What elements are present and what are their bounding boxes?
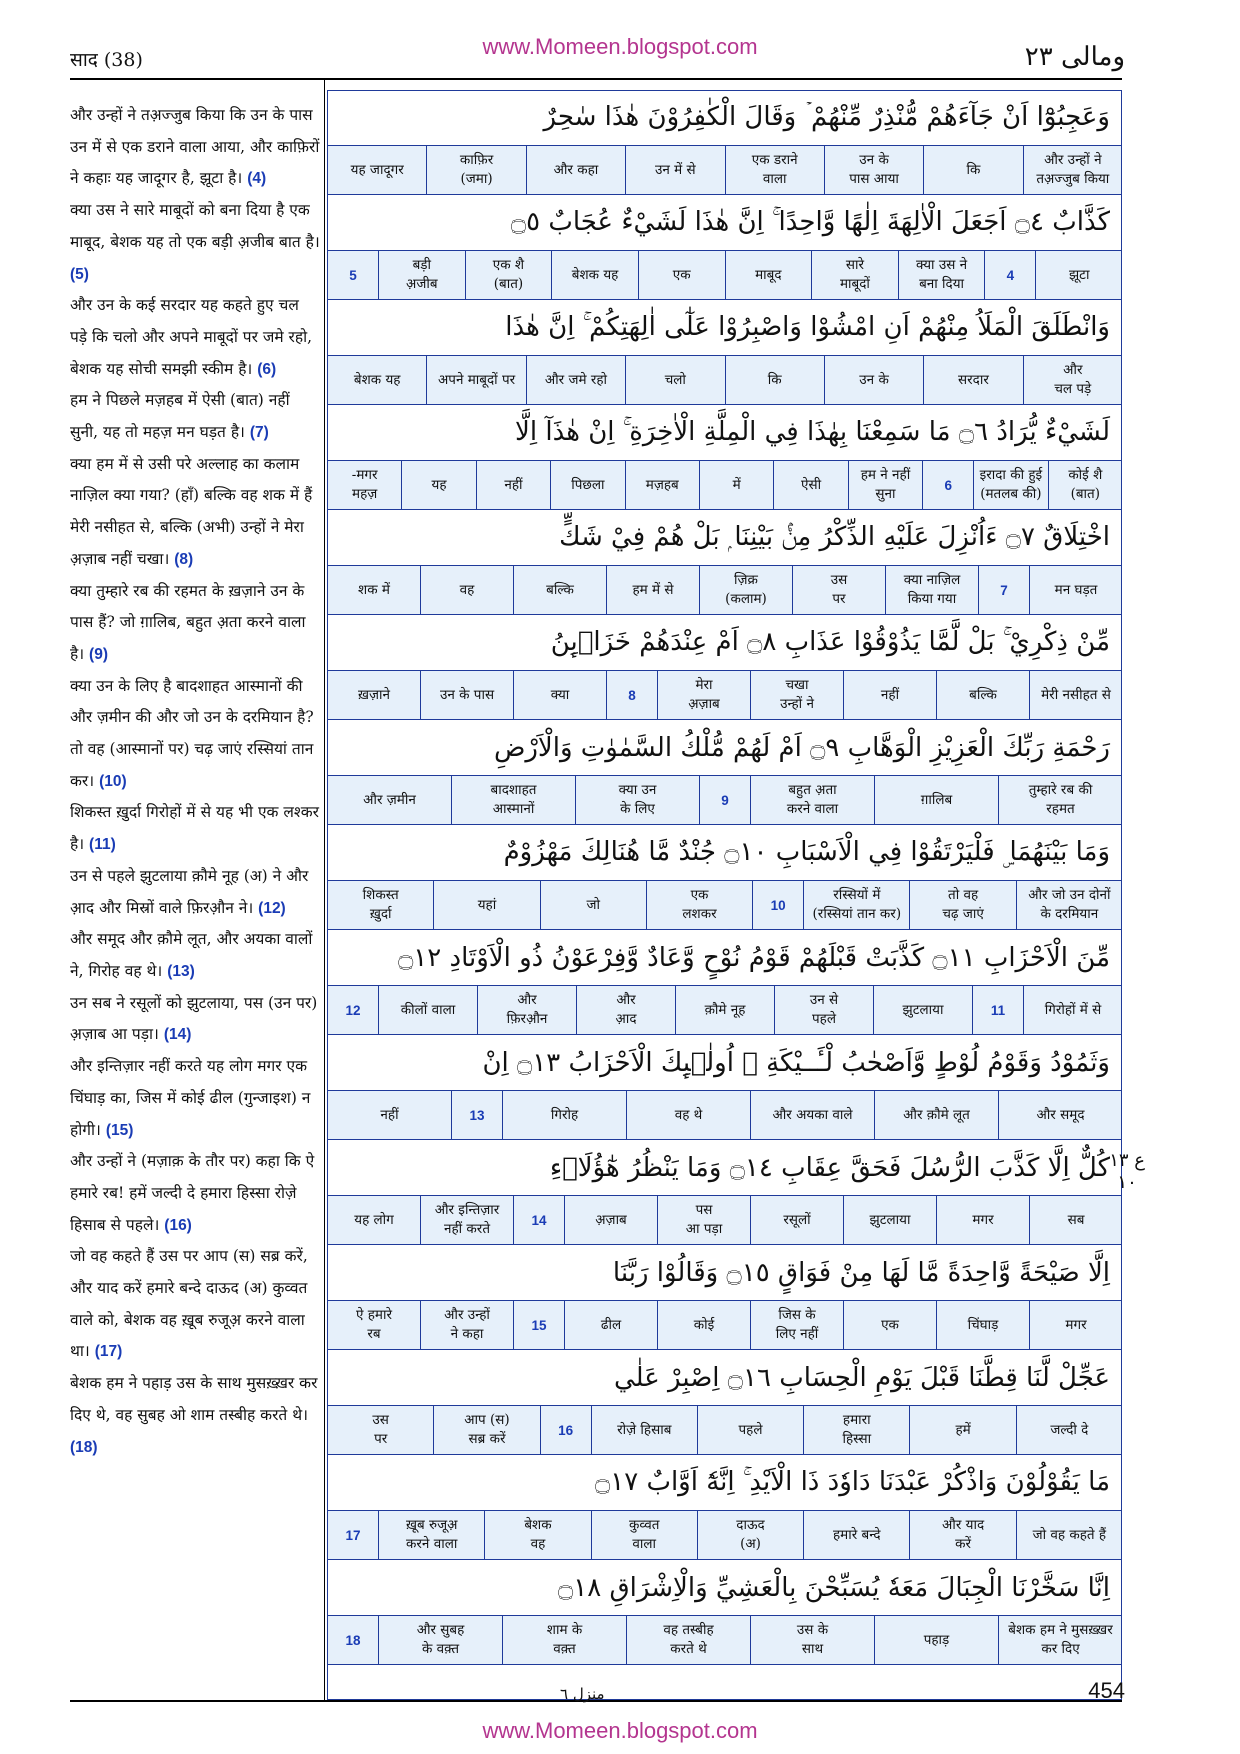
word-meaning-row <box>327 566 1122 615</box>
verse-number: (8) <box>174 550 194 568</box>
arabic-verse-line: مَا يَقُوْلُوْنَ وَاذْكُرْ عَبْدَنَا دَاوٗدَ ذَا الْاَيْدِ ۚ اِنَّهٗٓ اَوَّابٌ ۝١٧ <box>327 1455 1122 1511</box>
word-meaning-cell: उस पर <box>792 566 885 614</box>
word-meaning-cell: एक <box>638 251 725 299</box>
word-meaning-cell: मन घड़त <box>1029 566 1122 614</box>
translation-verse <box>70 100 320 195</box>
verse-number-cell: 9 <box>699 776 750 824</box>
word-meaning-cell: मेरा अ़ज़ाब <box>657 671 750 719</box>
word-meaning-cell: क्या <box>513 671 606 719</box>
verse-number-cell: 6 <box>922 461 973 509</box>
translation-verse <box>70 449 320 576</box>
translation-verse <box>70 1146 320 1241</box>
word-meaning-row <box>327 1196 1122 1245</box>
arabic-verse-line: وَمَا بَيْنَهُمَا ۣ فَلْيَرْتَقُوْا فِي الْاَسْبَابِ ۝١٠ جُنْدٌ مَّا هُنَالِكَ مَهْزُوْمٌ <box>327 825 1122 881</box>
translation-text: और उन्हों ने (मज़ाक़ के तौर पर) कहा कि ऐ हमारे रब! हमें जल्दी दे हमारा हिस्सा रोज़े हिसाब से पहले। <box>70 1152 315 1234</box>
word-meaning-row <box>327 146 1122 195</box>
verse-number: (16) <box>164 1216 192 1234</box>
translation-text: उन सब ने रसूलों को झुटलाया, पस (उन पर) अ़ज़ाब आ पड़ा। <box>70 993 318 1044</box>
arabic-verse-line: اِلَّا صَيْحَةً وَّاحِدَةً مَّا لَهَا مِنْ فَوَاقٍ ۝١٥ وَقَالُوْا رَبَّنَا <box>327 1245 1122 1301</box>
word-meaning-cell: काफ़िर (जमा) <box>426 146 525 194</box>
word-meaning-cell: और क़ौमे लूत <box>874 1091 998 1139</box>
word-meaning-cell: बेशक वह <box>484 1511 590 1559</box>
word-meaning-cell: उस के साथ <box>750 1616 874 1664</box>
para-label: ومالی ٢٣ <box>1024 42 1125 72</box>
verse-number-cell: 4 <box>984 251 1035 299</box>
translation-column <box>70 100 320 1463</box>
word-meaning-cell: और उन्हों ने कहा <box>420 1301 513 1349</box>
translation-text: क्या हम में से उसी परे अल्लाह का कलाम नाज़िल क्या गया? (हाँ) बल्कि वह शक में हैं मेरी नसीहत से, बल्कि (अभी) उन्हों ने मेरा अ़ज़ाब नहीं चखा। <box>70 454 313 568</box>
translation-text: और समूद और क़ौमे लूत, और अयका वालों ने, गिरोह वह थे। <box>70 930 313 980</box>
word-meaning-cell: मेरी नसीहत से <box>1029 671 1122 719</box>
translation-verse <box>70 576 320 671</box>
footer-url[interactable]: www.Momeen.blogspot.com <box>482 1718 758 1743</box>
word-meaning-cell: कुव्वत वाला <box>591 1511 697 1559</box>
word-meaning-cell: और याद करें <box>909 1511 1015 1559</box>
translation-text: क्या उस ने सारे माबूदों को बना दिया है एक माबूद, बेशक यह तो एक बड़ी अ़जीब बात है। <box>70 201 320 251</box>
word-meaning-cell: कि <box>725 356 824 404</box>
translation-text: जो वह कहते हैं उस पर आप (स) सब्र करें, और याद करें हमारे बन्दे दाऊद (अ) कुव्वत वाले को, बेशक वह ख़ूब रुजूअ़ करने वाला था। <box>70 1247 308 1361</box>
word-meaning-cell: कि <box>923 146 1022 194</box>
arabic-verse-line: وَانْطَلَقَ الْمَلَاُ مِنْهُمْ اَنِ امْشُوْا وَاصْبِرُوْا عَلٰٓى اٰلِهَتِكُمْ ۚ اِنَّ هٰذَا <box>327 300 1122 356</box>
word-meaning-cell: सारे माबूदों <box>811 251 898 299</box>
word-meaning-cell: बेशक यह <box>327 356 426 404</box>
word-meaning-cell: वह <box>420 566 513 614</box>
word-meaning-cell: यह लोग <box>327 1196 420 1244</box>
translation-verse <box>70 861 320 924</box>
word-meaning-cell: शाम के वक़्त <box>502 1616 626 1664</box>
word-meaning-cell: और समूद <box>998 1091 1122 1139</box>
arabic-verse-line: مِّنْ ذِكْرِيْ ۚ بَلْ لَّمَّا يَذُوْقُوْا عَذَابِ ۝٨ اَمْ عِنْدَهُمْ خَزَاۗىِٕنُ <box>327 615 1122 671</box>
translation-text: बेशक हम ने पहाड़ उस के साथ मुसख़्ख़र कर दिए थे, वह सुबह ओ शाम तस्बीह करते थे। <box>70 1374 318 1424</box>
translation-verse <box>70 924 320 987</box>
word-meaning-cell: और जो उन दोनों के दरमियान <box>1016 881 1122 929</box>
word-meaning-cell: ज़िक्र (कलाम) <box>699 566 792 614</box>
word-meaning-cell: ख़ज़ाने <box>327 671 420 719</box>
word-meaning-cell: पहाड़ <box>874 1616 998 1664</box>
arabic-verse-line: عَجِّلْ لَّنَا قِطَّنَا قَبْلَ يَوْمِ الْحِسَابِ ۝١٦ اِصْبِرْ عَلٰي <box>327 1350 1122 1406</box>
verse-number: (17) <box>94 1343 123 1361</box>
word-meaning-cell: ग़ालिब <box>874 776 998 824</box>
word-meaning-cell: और इन्तिज़ार नहीं करते <box>420 1196 513 1244</box>
translation-verse <box>70 671 320 798</box>
verse-number-cell: 7 <box>978 566 1029 614</box>
translation-text: उन से पहले झुटलाया क़ौमे नूह (अ) ने और आ़द और मिस्रों वाले फ़िरऔ़न ने। <box>70 866 309 917</box>
word-meaning-cell: और आ़द <box>576 986 675 1034</box>
word-meaning-row <box>327 1616 1122 1665</box>
word-meaning-cell: नहीं <box>843 671 936 719</box>
verse-number: (9) <box>89 645 108 663</box>
word-meaning-cell: रोज़े हिसाब <box>591 1406 697 1454</box>
word-meaning-cell: शिकस्त ख़ुर्दा <box>327 881 433 929</box>
word-meaning-cell: और फ़िरऔ़न <box>477 986 576 1034</box>
verse-number: (12) <box>258 899 286 917</box>
word-meaning-cell: हमें <box>909 1406 1015 1454</box>
verse-number-cell: 18 <box>327 1616 378 1664</box>
word-meaning-cell: क्या उन के लिए <box>575 776 699 824</box>
translation-verse <box>70 1051 320 1146</box>
word-meaning-cell: झुटलाया <box>843 1196 936 1244</box>
word-meaning-cell: ऐसी <box>773 461 847 509</box>
word-meaning-cell: हमारे बन्दे <box>803 1511 909 1559</box>
word-meaning-cell: वह तस्बीह करते थे <box>626 1616 750 1664</box>
word-meaning-cell: बहुत अ़ता करने वाला <box>750 776 874 824</box>
word-meaning-cell: यह जादूगर <box>327 146 426 194</box>
page-number: 454 <box>1088 1678 1125 1703</box>
translation-text: हम ने पिछले मज़हब में ऐसी (बात) नहीं सुनी, यह तो महज़ मन घड़त है। <box>70 391 290 442</box>
translation-text: क्या तुम्हारे रब की रहमत के ख़ज़ाने उन के पास हैं? जो ग़ालिब, बहुत अ़ता करने वाला है। <box>70 581 306 663</box>
translation-text: क्या उन के लिए है बादशाहत आस्मानों की और ज़मीन की और जो उन के दरमियान है? तो वह (आस्मानों पर) चढ़ जाएं रस्सियां तान कर। <box>70 676 314 790</box>
arabic-verse-line: اِنَّا سَخَّرْنَا الْجِبَالَ مَعَهٗ يُسَبِّحْنَ بِالْعَشِيِّ وَالْاِشْرَاقِ ۝١٨ <box>327 1560 1122 1616</box>
word-meaning-cell: सरदार <box>923 356 1022 404</box>
word-meaning-cell: तो वह चढ़ जाएं <box>909 881 1015 929</box>
word-meaning-cell: शक में <box>327 566 420 614</box>
verse-number-cell: 17 <box>327 1511 378 1559</box>
verse-number: (14) <box>163 1026 192 1044</box>
verse-number: (13) <box>167 962 195 980</box>
header-rule <box>70 78 1122 80</box>
arabic-verse-line: وَعَجِبُوْٓا اَنْ جَآءَهُمْ مُّنْذِرٌ مِّنْهُمْ ۡ وَقَالَ الْكٰفِرُوْنَ هٰذَا سٰحِرٌ <box>327 90 1122 146</box>
word-meaning-cell: एक डराने वाला <box>725 146 824 194</box>
word-meaning-row <box>327 776 1122 825</box>
ruku-marker: ع ١٣ ١٠ <box>1109 1150 1145 1193</box>
translation-verse <box>70 195 320 290</box>
word-meaning-cell: जल्दी दे <box>1016 1406 1122 1454</box>
word-meaning-cell: कीलों वाला <box>378 986 477 1034</box>
word-meaning-row <box>327 251 1122 300</box>
word-meaning-cell: उन के पास <box>420 671 513 719</box>
word-meaning-row <box>327 1406 1122 1455</box>
word-meaning-cell: उन से पहले <box>774 986 873 1034</box>
verse-number: (5) <box>70 265 89 283</box>
word-meaning-cell: उन के <box>824 356 923 404</box>
word-meaning-row <box>327 461 1122 510</box>
word-meaning-cell: अपने माबूदों पर <box>426 356 525 404</box>
word-meaning-cell: आप (स) सब्र करें <box>433 1406 539 1454</box>
word-meaning-cell: बल्कि <box>936 671 1029 719</box>
verse-number-cell: 16 <box>540 1406 591 1454</box>
word-meaning-cell: कोई शै (बात) <box>1048 461 1122 509</box>
word-meaning-cell: झुटलाया <box>873 986 972 1034</box>
word-by-word-table <box>327 90 1122 1665</box>
word-meaning-cell: कोई <box>657 1301 750 1349</box>
arabic-verse-line: رَحْمَةِ رَبِّكَ الْعَزِيْزِ الْوَهَّابِ ۝٩ اَمْ لَهُمْ مُّلْكُ السَّمٰوٰتِ وَالْاَرْضِ <box>327 720 1122 776</box>
translation-verse <box>70 797 320 860</box>
verse-number-cell: 8 <box>606 671 657 719</box>
word-meaning-cell: बल्कि <box>513 566 606 614</box>
translation-verse <box>70 1241 320 1368</box>
word-meaning-cell: ख़ूब रुजूअ़ करने वाला <box>378 1511 484 1559</box>
verse-number: (11) <box>89 836 116 854</box>
verse-number-cell: 10 <box>752 881 803 929</box>
word-meaning-cell: चखा उन्हों ने <box>750 671 843 719</box>
column-divider <box>324 80 325 1700</box>
word-meaning-cell: इरादा की हुई (मतलब की) <box>973 461 1047 509</box>
word-meaning-cell: और सुबह के वक़्त <box>378 1616 502 1664</box>
word-meaning-cell: एक <box>843 1301 936 1349</box>
translation-verse <box>70 1368 320 1463</box>
translation-text: और उन के कई सरदार यह कहते हुए चल पड़े कि चलो और अपने माबूदों पर जमे रहो, बेशक यह सोची समझी स्कीम है। <box>70 296 313 378</box>
verse-number: (7) <box>249 424 269 442</box>
word-meaning-cell: बेशक यह <box>551 251 638 299</box>
word-meaning-cell: और उन्हों ने तअ़ज्जुब किया <box>1023 146 1122 194</box>
verse-number-cell: 5 <box>327 251 378 299</box>
translation-verse <box>70 385 320 448</box>
verse-number-cell: 12 <box>327 986 378 1034</box>
word-meaning-cell: ऐ हमारे रब <box>327 1301 420 1349</box>
word-meaning-cell: और अयका वाले <box>750 1091 874 1139</box>
word-meaning-cell: और कहा <box>526 146 625 194</box>
arabic-verse-line: كَذَّابٌ ۝٤ اَجَعَلَ الْاٰلِهَةَ اِلٰهًا وَّاحِدًا ۚ اِنَّ هٰذَا لَشَيْءٌ عُجَابٌ ۝٥ <box>327 195 1122 251</box>
word-meaning-cell: उन के पास आया <box>824 146 923 194</box>
word-meaning-cell: क़ौमे नूह <box>675 986 774 1034</box>
word-meaning-cell: यहां <box>433 881 539 929</box>
arabic-verse-line: كُلٌّ اِلَّا كَذَّبَ الرُّسُلَ فَحَقَّ عِقَابِ ۝١٤ وَمَا يَنْظُرُ هٰٓؤُلَاۗءِ <box>327 1140 1122 1196</box>
word-meaning-row <box>327 671 1122 720</box>
verse-number: (4) <box>247 170 267 188</box>
arabic-verse-line: لَشَيْءٌ يُّرَادُ ۝٦ مَا سَمِعْنَا بِهٰذَا فِي الْمِلَّةِ الْاٰخِرَةِ ۚ اِنْ هٰذَآ اِلَّا <box>327 405 1122 461</box>
arabic-verse-line: مِّنَ الْاَحْزَابِ ۝١١ كَذَّبَتْ قَبْلَهُمْ قَوْمُ نُوْحٍ وَّعَادٌ وَّفِرْعَوْنُ ذُو الْاَوْتَادِ ۝١٢ <box>327 930 1122 986</box>
word-meaning-cell: रस्सियों में (रस्सियां तान कर) <box>803 881 909 929</box>
translation-verse <box>70 988 320 1051</box>
verse-number-cell: 14 <box>513 1196 564 1244</box>
word-meaning-cell: हम में से <box>606 566 699 614</box>
word-meaning-cell: क्या नाज़िल किया गया <box>885 566 978 614</box>
word-meaning-cell: सब <box>1029 1196 1122 1244</box>
word-meaning-row <box>327 986 1122 1035</box>
word-meaning-cell: मगर <box>936 1196 1029 1244</box>
word-meaning-cell: झूटा <box>1035 251 1122 299</box>
translation-text: और उन्हों ने तअ़ज्जुब किया कि उन के पास उन में से एक डराने वाला आया, और काफ़िरों ने कहाः यह जादूगर है, झूटा है। <box>70 106 320 188</box>
word-meaning-cell: पिछला <box>550 461 624 509</box>
word-meaning-cell: रसूलों <box>750 1196 843 1244</box>
word-meaning-cell: ढील <box>564 1301 657 1349</box>
word-meaning-cell: तुम्हारे रब की रहमत <box>998 776 1122 824</box>
word-meaning-cell: जो <box>540 881 646 929</box>
word-meaning-cell: और ज़मीन <box>327 776 451 824</box>
word-meaning-cell: और चल पड़े <box>1023 356 1122 404</box>
arabic-verse-line: وَثَمُوْدُ وَقَوْمُ لُوْطٍ وَّاَصْحٰبُ لْـَٔــيْكَةِ ۭ اُولٰۗىِٕكَ الْاَحْزَابُ ۝١٣ اِنْ <box>327 1035 1122 1091</box>
surah-label: साद (38) <box>70 49 143 71</box>
verse-number: (10) <box>99 772 127 790</box>
word-meaning-cell: गिरोहों में से <box>1023 986 1122 1034</box>
word-meaning-cell: हम ने नहीं सुना <box>848 461 922 509</box>
translation-text: और इन्तिज़ार नहीं करते यह लोग मगर एक चिंघाड़ का, जिस में कोई ढील (गुन्जाइश) न होगी। <box>70 1057 311 1139</box>
word-meaning-cell: वह थे <box>626 1091 750 1139</box>
arabic-verse-line: اخْتِلَاقٌ ۝٧ ءَاُنْزِلَ عَلَيْهِ الذِّكْرُ مِنْۢ بَيْنِنَا ۭ بَلْ هُمْ فِيْ شَكٍّ <box>327 510 1122 566</box>
word-meaning-cell: एक लशकर <box>646 881 752 929</box>
word-meaning-cell: मज़हब <box>625 461 699 509</box>
word-meaning-row <box>327 1511 1122 1560</box>
word-meaning-cell: नहीं <box>327 1091 451 1139</box>
word-meaning-cell: अ़ज़ाब <box>564 1196 657 1244</box>
word-meaning-cell: हमारा हिस्सा <box>803 1406 909 1454</box>
word-meaning-row <box>327 1301 1122 1350</box>
verse-number: (15) <box>105 1121 134 1139</box>
verse-number-cell: 11 <box>972 986 1023 1034</box>
word-meaning-cell: उन में से <box>625 146 724 194</box>
word-meaning-cell: बड़ी अ़जीब <box>378 251 465 299</box>
word-meaning-cell: चिंघाड़ <box>936 1301 1029 1349</box>
word-meaning-cell: जिस के लिए नहीं <box>750 1301 843 1349</box>
word-meaning-cell: बेशक हम ने मुसख़्ख़र कर दिए <box>998 1616 1122 1664</box>
manzil-label: منزل ٦ <box>560 1685 605 1703</box>
word-meaning-cell: क्या उस ने बना दिया <box>898 251 985 299</box>
word-meaning-cell: नहीं <box>476 461 550 509</box>
word-meaning-row <box>327 1091 1122 1140</box>
word-meaning-cell: पहले <box>697 1406 803 1454</box>
word-meaning-cell: बादशाहत आस्मानों <box>451 776 575 824</box>
translation-verse <box>70 290 320 385</box>
word-meaning-cell: में <box>699 461 773 509</box>
verse-number: (6) <box>257 360 277 378</box>
word-meaning-cell: एक शै (बात) <box>465 251 552 299</box>
verse-number-cell: 13 <box>451 1091 502 1139</box>
word-meaning-row <box>327 881 1122 930</box>
word-meaning-cell: और जमे रहो <box>526 356 625 404</box>
verse-number-cell: 15 <box>513 1301 564 1349</box>
word-meaning-cell: मगर- महज़ <box>327 461 401 509</box>
word-meaning-cell: दाऊद (अ) <box>697 1511 803 1559</box>
word-meaning-cell: जो वह कहते हैं <box>1016 1511 1122 1559</box>
header-url[interactable]: www.Momeen.blogspot.com <box>482 34 758 59</box>
word-meaning-cell: माबूद <box>725 251 812 299</box>
translation-text: शिकस्त ख़ुर्दा गिरोहों में से यह भी एक लश्कर है। <box>70 803 319 854</box>
word-meaning-cell: उस पर <box>327 1406 433 1454</box>
word-meaning-cell: पस आ पड़ा <box>657 1196 750 1244</box>
word-meaning-row <box>327 356 1122 405</box>
word-meaning-cell: चलो <box>625 356 724 404</box>
word-meaning-cell: मगर <box>1029 1301 1122 1349</box>
word-meaning-cell: यह <box>401 461 475 509</box>
word-meaning-cell: गिरोह <box>502 1091 626 1139</box>
verse-number: (18) <box>70 1438 98 1456</box>
